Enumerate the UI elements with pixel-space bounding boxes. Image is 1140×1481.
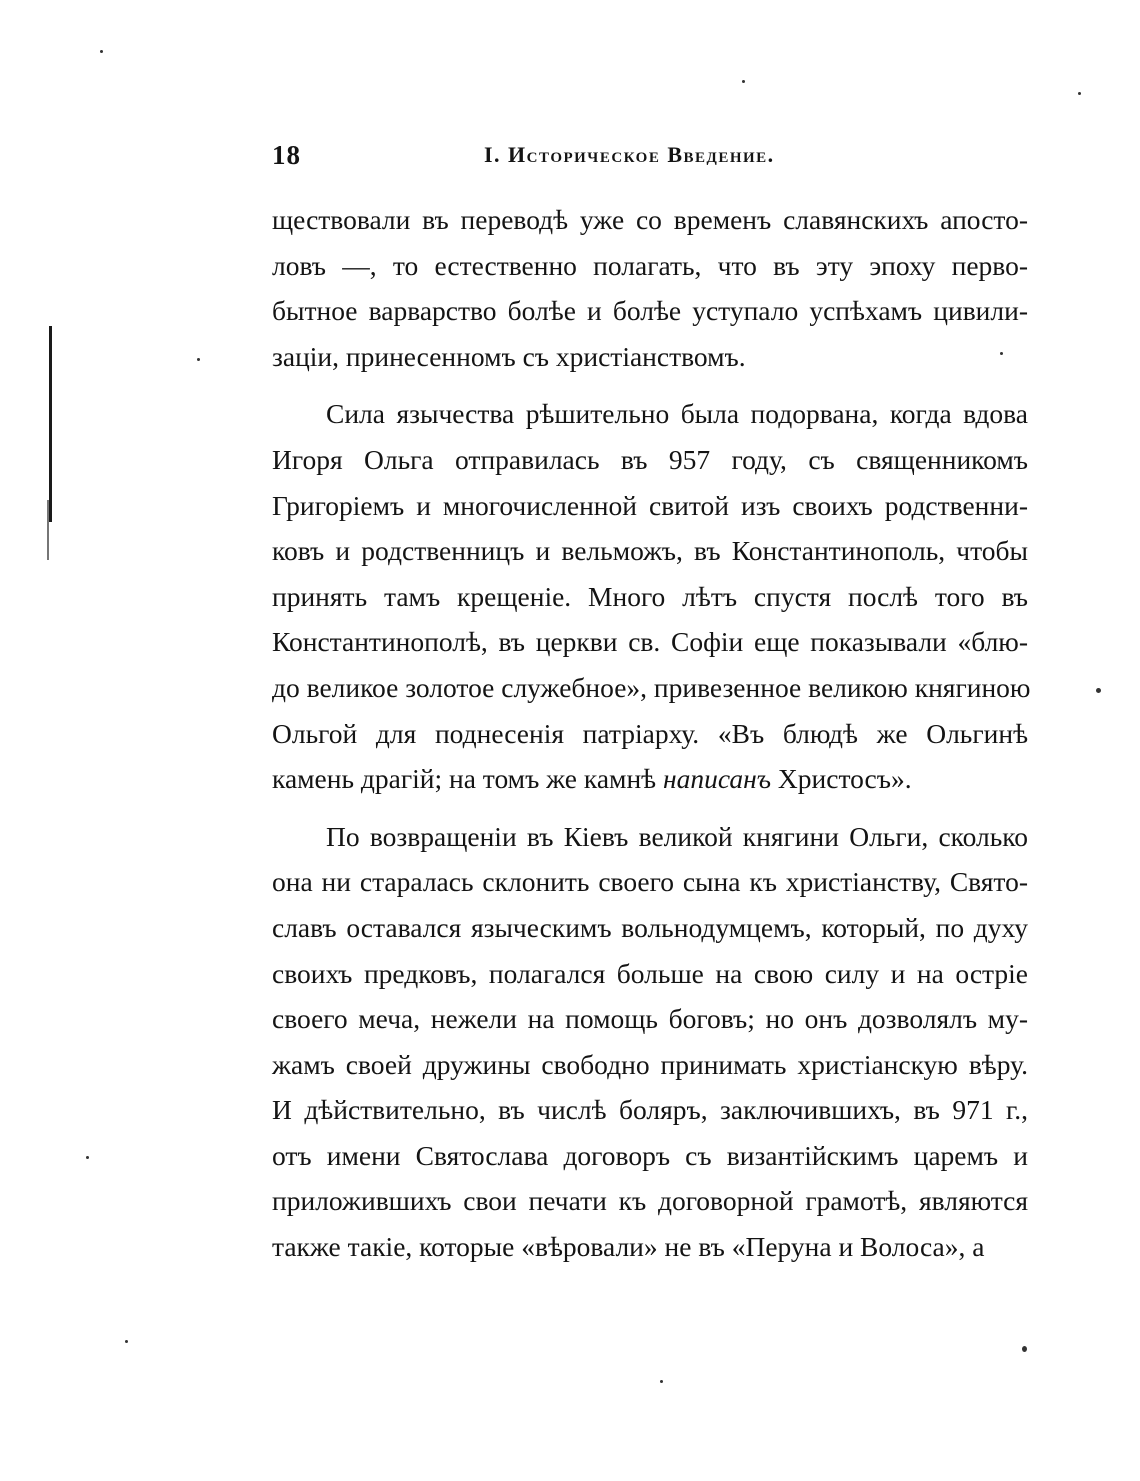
text-line	[272, 391, 1028, 437]
text-run: камень драгій; на томъ же камнѣ	[272, 763, 663, 795]
text-run: Константинополѣ, въ церкви св. Софіи еще показывали «блю-	[272, 626, 1028, 658]
scan-speck	[197, 358, 200, 361]
page-header	[272, 140, 1032, 180]
scan-speck	[742, 80, 745, 83]
text-run: заціи, принесенномъ съ христіанствомъ.	[272, 340, 746, 372]
text-run: И дѣйствительно, въ числѣ боляръ, заключившихъ, въ 971 г.,	[272, 1094, 1028, 1126]
text-line	[272, 243, 1028, 289]
text-line	[272, 288, 1028, 334]
text-line	[272, 1178, 1028, 1224]
text-line	[272, 1087, 1028, 1133]
text-line	[272, 814, 1028, 860]
text-run: ловъ —, то естественно полагать, что въ эту эпоху перво-	[272, 249, 1028, 281]
text-run: бытное варварство болѣе и болѣе уступало успѣхамъ цивили-	[272, 295, 1028, 327]
scan-speck	[1022, 1346, 1027, 1352]
text-line	[272, 334, 1028, 380]
text-run: она ни старалась склонить своего сына къ христіанству, Свято-	[272, 866, 1028, 898]
text-run: Игоря Ольга отправилась въ 957 году, съ священникомъ	[272, 443, 1028, 475]
paragraph	[272, 391, 1031, 801]
paragraph-gap	[272, 802, 1028, 814]
text-line	[272, 1133, 1028, 1179]
scan-speck	[100, 50, 103, 53]
text-run: также такіе, которые «вѣровали» не въ «Перуна и Волоса», а	[272, 1231, 985, 1263]
text-run: отъ имени Святослава договоръ съ византійскимъ царемъ и	[272, 1139, 1028, 1171]
text-run: славъ оставался языческимъ вольнодумцемъ, который, по духу	[272, 911, 1028, 943]
text-line	[272, 665, 1031, 711]
running-title: I. Историческое Введение.	[484, 142, 775, 167]
paragraph	[272, 197, 1028, 379]
text-line	[272, 996, 1028, 1042]
text-line	[272, 1042, 1028, 1088]
text-run: своихъ предковъ, полагался больше на свою силу и на остріе	[272, 957, 1028, 989]
scan-speck	[1078, 92, 1081, 95]
text-line	[272, 951, 1028, 997]
text-run: принять тамъ крещеніе. Много лѣтъ спустя послѣ того въ	[272, 580, 1028, 612]
text-line	[272, 711, 1028, 757]
text-run: Ольгой для поднесенія патріарху. «Въ блюдѣ же Ольгинѣ	[272, 717, 1028, 749]
text-run: своего меча, нежели на помощь боговъ; но онъ дозволялъ му-	[272, 1003, 1028, 1035]
margin-scan-mark	[49, 326, 52, 522]
scan-speck	[660, 1380, 663, 1383]
text-line	[272, 756, 1028, 802]
text-line	[272, 619, 1028, 665]
text-run: Христосъ».	[771, 763, 912, 795]
scan-speck	[125, 1340, 128, 1343]
paragraph	[272, 814, 1028, 1270]
text-run: приложившихъ свои печати къ договорной грамотѣ, являются	[272, 1185, 1028, 1217]
page-number: 18	[272, 140, 301, 170]
text-run: По возвращеніи въ Кіевъ великой княгини Ольги, сколько	[326, 820, 1028, 852]
text-run: до великое золотое служебное», привезенное великою княгиною	[272, 671, 1031, 703]
body-text	[272, 197, 1031, 1270]
text-line	[272, 574, 1028, 620]
text-run: ковъ и родственницъ и вельможъ, въ Константинополь, чтобы	[272, 535, 1028, 567]
text-run: ществовали въ переводѣ уже со временъ славянскихъ апосто-	[272, 204, 1028, 235]
italic-text: написанъ	[662, 763, 772, 795]
margin-scan-mark	[47, 500, 49, 560]
text-run: Григоріемъ и многочисленной свитой изъ своихъ родственни-	[272, 489, 1028, 521]
scan-speck	[86, 1156, 89, 1159]
text-run: жамъ своей дружины свободно принимать христіанскую вѣру.	[272, 1048, 1028, 1080]
text-run: Сила язычества рѣшительно была подорвана, когда вдова	[326, 398, 1028, 430]
paragraph-gap	[272, 379, 1028, 391]
text-line	[272, 483, 1028, 529]
scan-speck	[1096, 688, 1101, 693]
text-line	[272, 905, 1028, 951]
text-line	[272, 437, 1028, 483]
text-line	[272, 197, 1028, 243]
text-line	[272, 1224, 1028, 1270]
text-line	[272, 528, 1028, 574]
text-line	[272, 859, 1028, 905]
